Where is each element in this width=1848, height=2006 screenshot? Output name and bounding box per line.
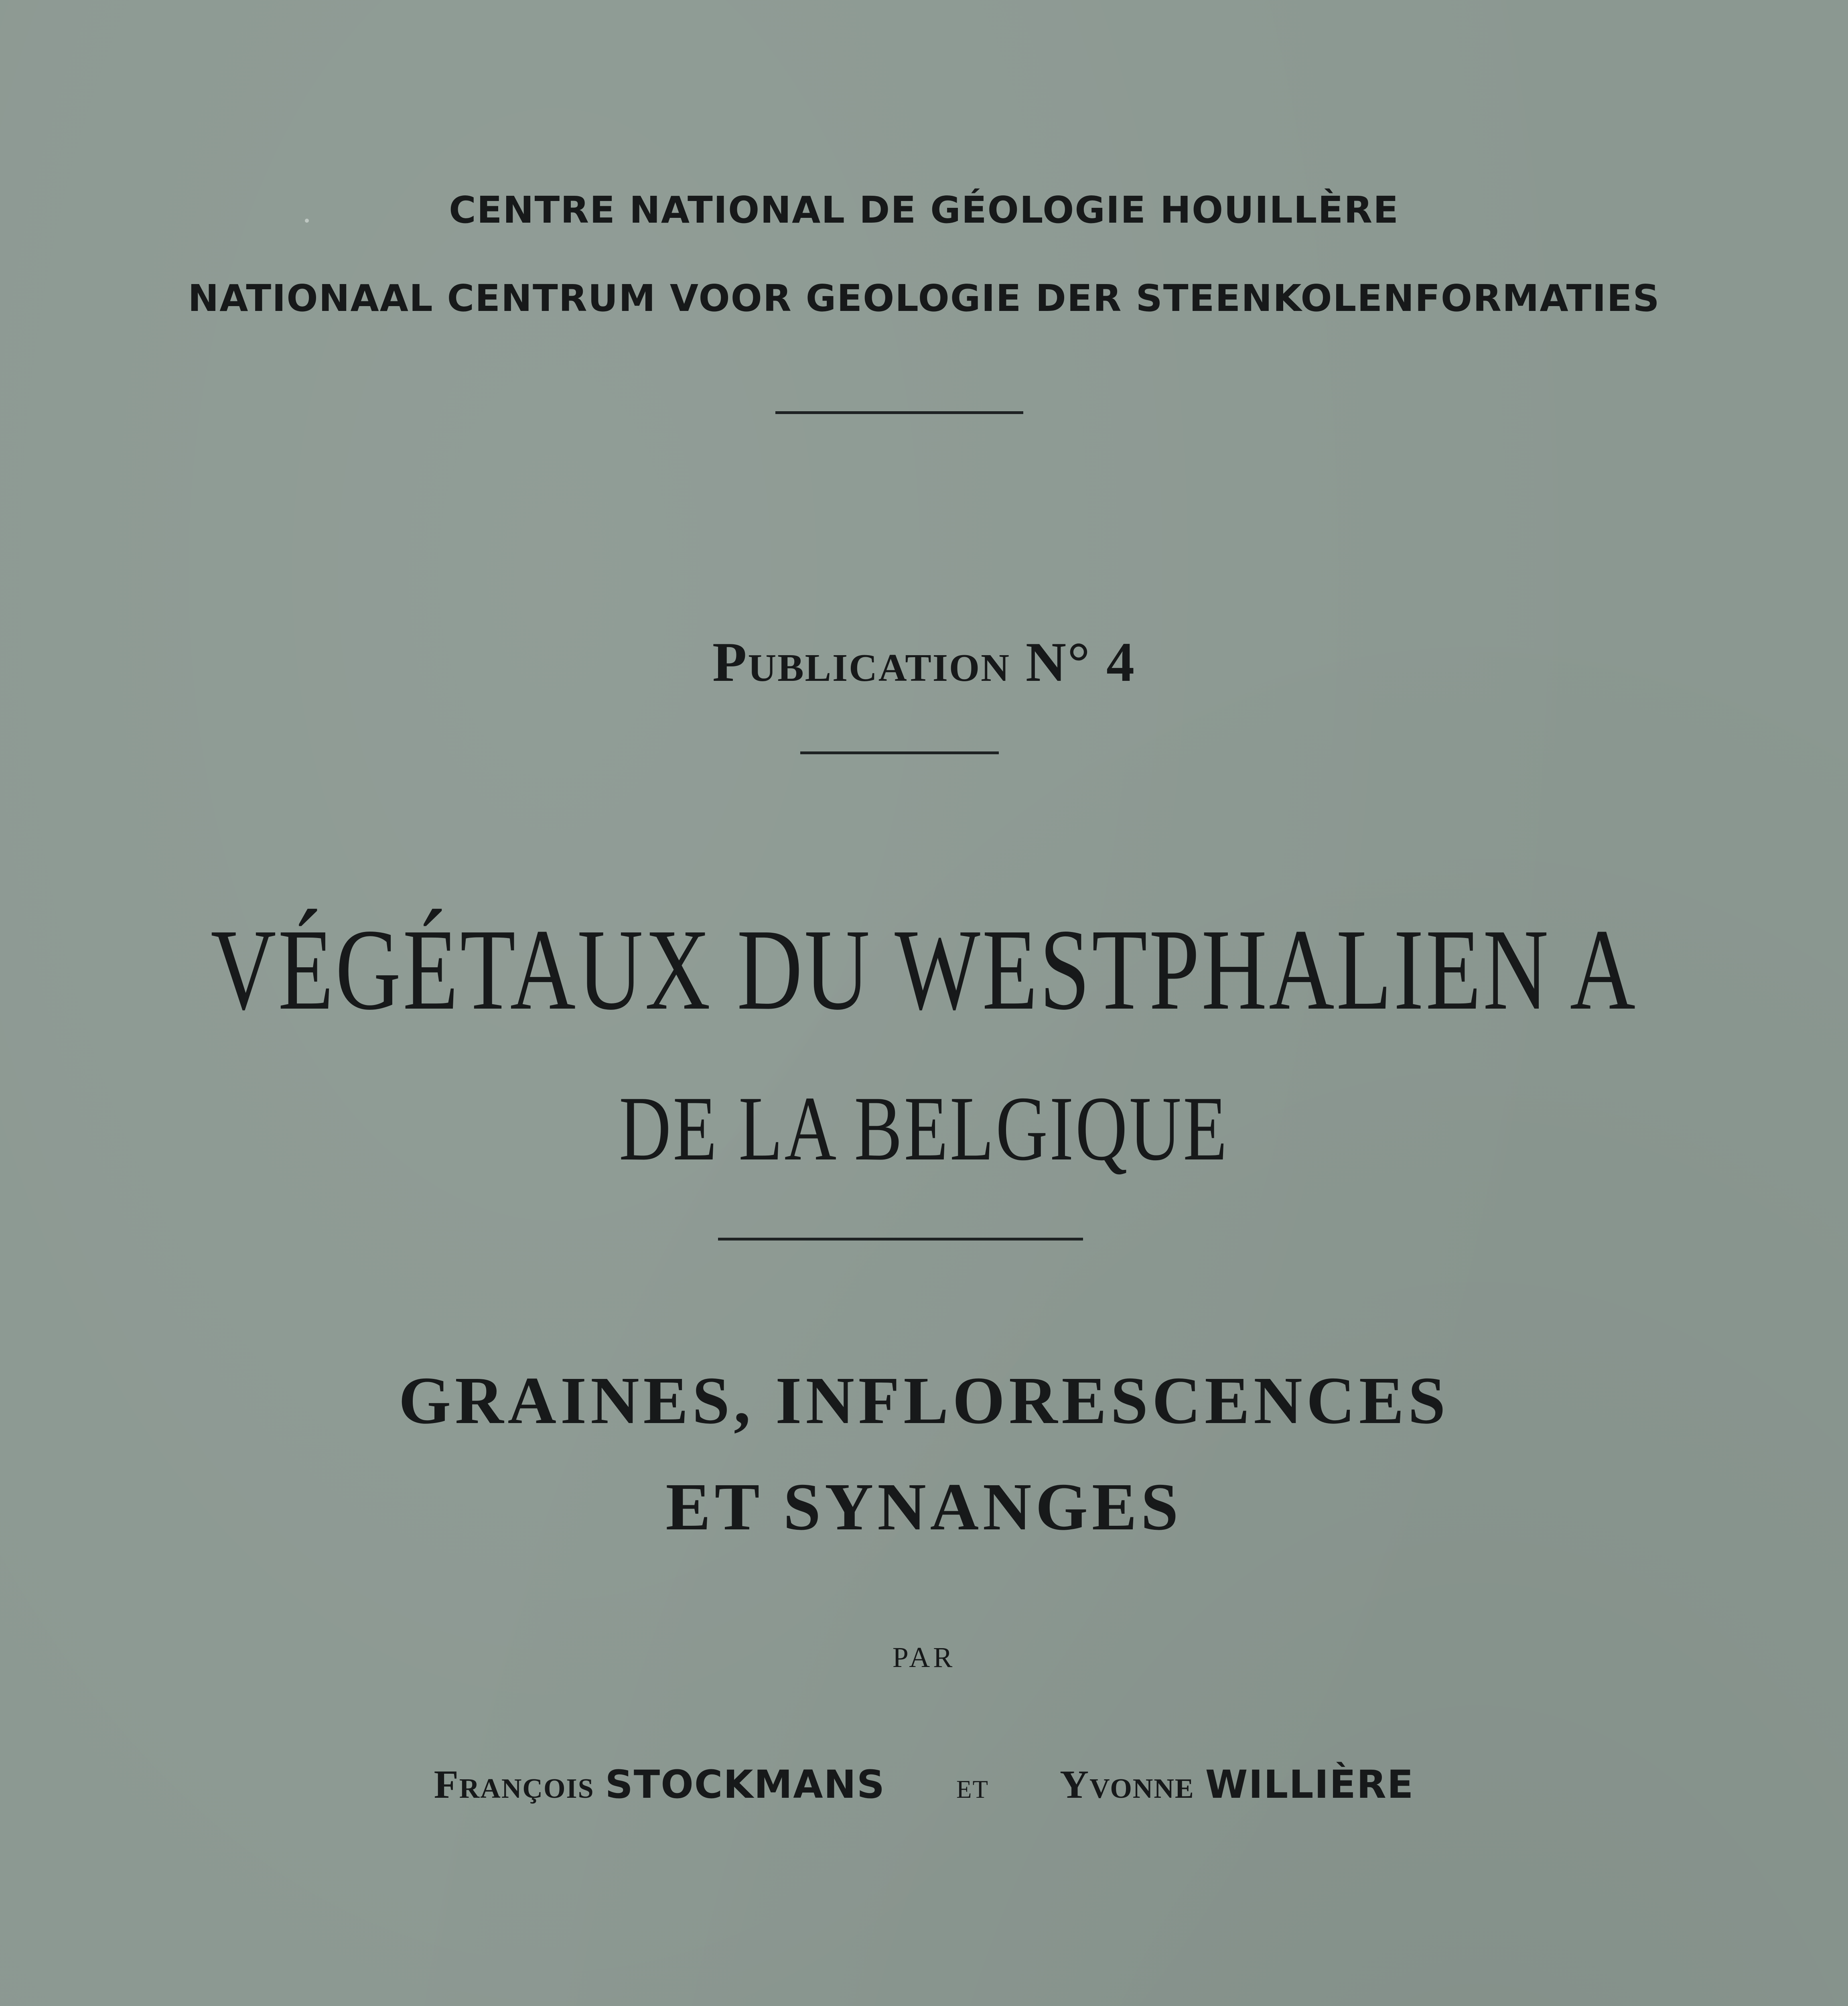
author-2-first-name: Yvonne <box>1059 1762 1195 1807</box>
publication-number: Publication N° 4 <box>712 631 1136 693</box>
divider-rule <box>775 411 1023 414</box>
title-line-2: DE LA BELGIQUE <box>619 1077 1229 1180</box>
divider-rule <box>718 1238 1083 1241</box>
subtitle-line-2: ET SYNANGES <box>665 1470 1183 1544</box>
authors-line <box>0 1761 1848 1807</box>
author-1-last-name: STOCKMANS <box>605 1762 885 1807</box>
institution-name-fr: CENTRE NATIONAL DE GÉOLOGIE HOUILLÈRE <box>449 189 1399 231</box>
institution-name-nl: NATIONAAL CENTRUM VOOR GEOLOGIE DER STEENKOLENFORMATIES <box>188 277 1660 320</box>
author-2-last-name: WILLIÈRE <box>1205 1762 1414 1807</box>
subtitle-line-1: GRAINES, INFLORESCENCES <box>398 1363 1450 1438</box>
divider-rule <box>800 751 999 754</box>
author-1-first-name: François <box>434 1762 594 1807</box>
title-line-1: VÉGÉTAUX DU WESTPHALIEN A <box>211 905 1637 1034</box>
paper-speck <box>305 219 309 223</box>
author-conjunction: et <box>956 1766 989 1806</box>
by-label: PAR <box>892 1641 956 1673</box>
